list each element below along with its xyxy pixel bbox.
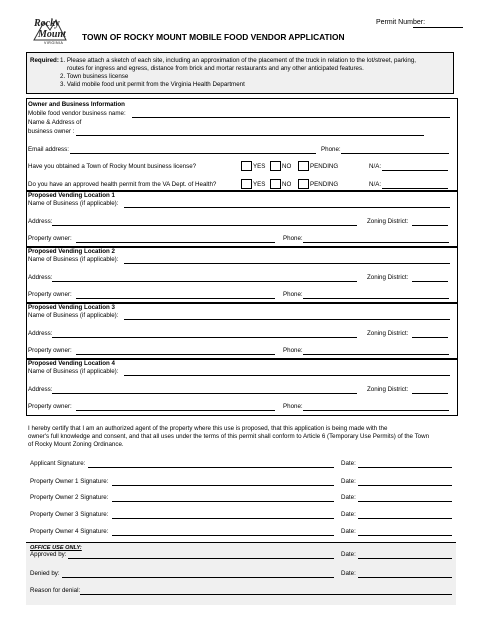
name-address-label: Name & Address of [28,119,82,126]
logo-sub: VIRGINIA [44,41,64,45]
owner-4-date-field[interactable] [358,535,452,536]
no-label: NO [282,181,292,188]
approved-by-label: Approved by: [30,551,67,558]
date-label: Date: [341,460,356,467]
location-name-label: Name of Business (if applicable): [28,200,119,207]
pending-label: PENDING [310,181,339,188]
yes-label: YES [253,181,266,188]
required-item: 1. Please attach a sketch of each site, including an approximation of the placement of the truck in relation to the lot/street, parking, [60,57,416,64]
owner-3-signature-field[interactable] [112,518,334,519]
property-owner-label: Property owner: [28,291,72,298]
address-label: Address: [28,274,53,281]
denied-by-field[interactable] [62,577,334,578]
page-title: TOWN OF ROCKY MOUNT MOBILE FOOD VENDOR APPLICATION [82,32,345,42]
location-1-address-field[interactable] [52,225,357,226]
approved-by-field[interactable] [68,558,334,559]
permit-number-field[interactable] [413,27,463,28]
date-label: Date: [341,478,356,485]
phone-field[interactable] [341,153,449,154]
owner-2-signature-field[interactable] [112,501,334,502]
applicant-signature-field[interactable] [88,467,334,468]
location-3-phone-field[interactable] [303,354,449,355]
reason-for-denial-field[interactable] [80,594,452,595]
location-heading: Proposed Vending Location 1 [28,192,115,199]
address-label: Address: [28,218,53,225]
location-2-name-field[interactable] [124,263,450,264]
location-1-phone-field[interactable] [303,242,449,243]
phone-label: Phone: [283,291,303,298]
property-owner-label: Property owner: [28,235,72,242]
license-na-field[interactable] [382,170,448,171]
phone-label: Phone: [283,235,303,242]
zoning-label: Zoning District: [367,330,409,337]
owner-3-date-field[interactable] [358,518,452,519]
phone-label: Phone: [283,347,303,354]
health-pending-checkbox[interactable] [298,179,309,189]
owner-address-field[interactable] [76,135,424,136]
required-item: 3. Valid mobile food unit permit from the Virginia Health Department [60,81,245,88]
location-1-name-field[interactable] [124,207,450,208]
business-name-label: Mobile food vendor business name: [28,110,126,117]
owner-3-signature-label: Property Owner 3 Signature: [30,511,109,518]
health-permit-question: Do you have an approved health permit from the VA Dept. of Health? [28,181,217,188]
owner-1-signature-field[interactable] [112,485,334,486]
location-heading: Proposed Vending Location 3 [28,304,115,311]
property-owner-label: Property owner: [28,347,72,354]
phone-label: Phone: [283,403,303,410]
location-name-label: Name of Business (if applicable): [28,256,119,263]
required-label: Required: [30,57,59,64]
location-1-zoning-field[interactable] [412,225,448,226]
location-3-zoning-field[interactable] [412,337,448,338]
location-1-owner-field[interactable] [76,242,275,243]
date-label: Date: [341,511,356,518]
pending-label: PENDING [310,163,339,170]
owner-4-signature-label: Property Owner 4 Signature: [30,528,109,535]
location-4-zoning-field[interactable] [412,393,448,394]
location-2-address-field[interactable] [52,281,357,282]
office-use-heading: OFFICE USE ONLY: [30,545,82,551]
logo-text-bottom: Mount [38,29,66,40]
owner-2-date-field[interactable] [358,501,452,502]
address-label: Address: [28,386,53,393]
address-label: Address: [28,330,53,337]
location-2-zoning-field[interactable] [412,281,448,282]
certify-text: of Rocky Mount Zoning Ordinance. [28,441,124,448]
health-na-field[interactable] [382,188,448,189]
property-owner-label: Property owner: [28,403,72,410]
health-no-checkbox[interactable] [270,179,281,189]
phone-label: Phone: [321,146,341,153]
zoning-label: Zoning District: [367,386,409,393]
license-question: Have you obtained a Town of Rocky Mount business license? [28,163,197,170]
owner-4-signature-field[interactable] [112,535,334,536]
email-label: Email address: [28,146,69,153]
location-heading: Proposed Vending Location 2 [28,248,115,255]
name-address-label: business owner : [28,128,75,135]
required-item: routes for ingress and egress, distance from brick and mortar restaurants and any other anticipated features. [67,65,364,72]
date-label: Date: [341,494,356,501]
location-4-owner-field[interactable] [76,410,275,411]
email-field[interactable] [70,153,316,154]
certify-text: owner's full knowledge and consent, and that all uses under the terms of this permit shall conform to Article 6 (Temporary Use Permits) of the Town [28,433,430,440]
location-2-phone-field[interactable] [303,298,449,299]
license-yes-checkbox[interactable] [241,161,252,171]
location-2-owner-field[interactable] [76,298,275,299]
location-3-address-field[interactable] [52,337,357,338]
permit-number-label: Permit Number: [376,19,426,26]
health-yes-checkbox[interactable] [241,179,252,189]
location-3-name-field[interactable] [124,319,450,320]
logo-text-top: Rocky [34,18,60,29]
owner-1-signature-label: Property Owner 1 Signature: [30,478,109,485]
required-item: 2. Town business license [60,73,129,80]
applicant-date-field[interactable] [358,467,452,468]
zoning-label: Zoning District: [367,274,409,281]
approved-date-field[interactable] [358,558,452,559]
location-4-address-field[interactable] [52,393,357,394]
denied-date-field[interactable] [358,577,452,578]
location-heading: Proposed Vending Location 4 [28,360,115,367]
location-name-label: Name of Business (if applicable): [28,368,119,375]
reason-for-denial-label: Reason for denial: [30,587,81,594]
denied-by-label: Denied by: [30,570,60,577]
date-label: Date: [341,570,356,577]
date-label: Date: [341,528,356,535]
na-label: N/A: [369,181,382,188]
na-label: N/A: [369,163,382,170]
license-no-checkbox[interactable] [270,161,281,171]
license-pending-checkbox[interactable] [298,161,309,171]
location-name-label: Name of Business (if applicable): [28,312,119,319]
location-4-phone-field[interactable] [303,410,449,411]
location-3-owner-field[interactable] [76,354,275,355]
business-name-field[interactable] [132,117,450,118]
location-4-name-field[interactable] [124,375,450,376]
certify-text: I hereby certify that I am an authorized agent of the property where this use is proposed, that this application is being made with the [28,425,388,432]
owner-1-date-field[interactable] [358,485,452,486]
applicant-signature-label: Applicant Signature: [30,460,86,467]
town-logo [32,12,68,48]
date-label: Date: [341,551,356,558]
zoning-label: Zoning District: [367,218,409,225]
owner-2-signature-label: Property Owner 2 Signature: [30,494,109,501]
yes-label: YES [253,163,266,170]
owner-heading: Owner and Business Information [28,101,125,108]
office-use-section [26,542,456,605]
no-label: NO [282,163,292,170]
